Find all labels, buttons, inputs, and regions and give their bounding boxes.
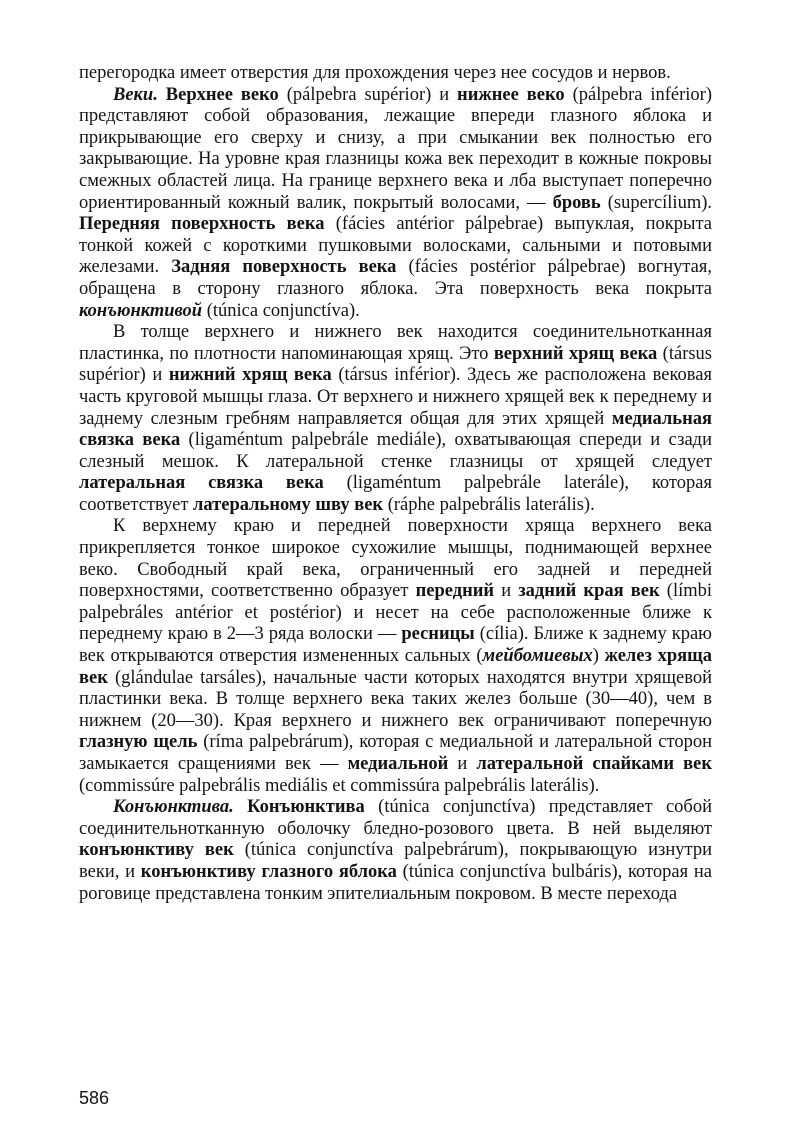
text-run: ) (592, 646, 605, 667)
text-run: (túnica conjunctíva bulbáris), которая на роговице представлена тонким эпителиальным покровом. В месте перехода (79, 861, 712, 904)
term-bold: бровь (552, 192, 601, 213)
term-bold: медиальной (347, 754, 449, 774)
paragraph (79, 797, 712, 905)
text-run: (pálpebra inférior) представляют собой образования, лежащие впереди глазного яблока и прикрывающие его сверху и снизу, а при смыкании век полностью его закрывающие. На уровне края глазницы кожа век переходит в кожные покровы смежных областей лица. На границе верхнего века и лба выступает поперечно ориентированный кожный валик, покрытый волосами, — (79, 84, 713, 213)
page-number: 586 (79, 1088, 110, 1108)
text-run: (límbi palpebráles antérior et postérior) и несет на себе расположенные ближе к переднему краю в 2—3 ряда волоски — (79, 581, 713, 645)
text-run: (túnica conjunctíva) представляет собой соединительнотканную оболочку бледно-розового цвета. В ней выделяют (79, 797, 712, 839)
term-bold-italic: мейбомиевых (482, 646, 593, 667)
text-run: (túnica conjunctíva). (202, 300, 360, 321)
text-run: (cília). Ближе к заднему краю век открываются отверстия измененных сальных ( (79, 624, 712, 667)
text-run: перегородка имеет отверстия для прохождения через нее сосудов и нервов. (79, 63, 671, 83)
text-run: (glándulae tarsáles), начальные части которых находятся внутри хрящевой пластинки века. В толще верхнего века таких желез больше (30—40), чем в нижнем (20—30). Края верхнего и нижнего век ограничивают поперечную (79, 667, 712, 731)
page-body (79, 63, 712, 905)
term-bold: глазную щель (79, 732, 198, 753)
term-bold: латеральной спайками век (476, 754, 712, 774)
paragraph (79, 322, 712, 516)
text-run: (ráphe palpebrális laterális). (383, 494, 595, 515)
term-bold: конъюнктиву глазного яблока (140, 861, 397, 882)
term-bold: желез хряща век (79, 646, 712, 688)
term-bold: конъюнктиву век (79, 840, 234, 861)
term-bold: задний края век (518, 581, 660, 602)
text-run: и (448, 754, 477, 774)
text-run: (fácies postérior pálpebrae) вогнутая, обращена в сторону глазного яблока. Эта поверхность века покрыта (79, 257, 713, 299)
paragraph (79, 85, 712, 323)
term-bold: нижнее веко (457, 84, 565, 105)
text-run (234, 797, 247, 817)
term-bold-italic: Конъюнктива. (113, 797, 234, 818)
text-run: (supercílium). (600, 192, 712, 213)
term-bold-italic: конъюнктивой (79, 300, 203, 321)
term-bold: Верхнее веко (165, 84, 279, 105)
term-bold: передний (415, 581, 495, 602)
term-bold: Задняя поверхность века (171, 257, 397, 278)
text-run: В толще верхнего и нижнего век находится соединительнотканная пластинка, по плотности напоминающая хрящ. Это (79, 322, 712, 364)
text-run: (ligaméntum palpebrále laterále), которая соответствует (79, 473, 712, 515)
text-run: (társus supérior) и (79, 343, 712, 386)
text-run (158, 85, 166, 105)
term-bold: латеральному шву век (193, 494, 384, 515)
text-run: (pálpebra supérior) и (278, 84, 458, 105)
text-run: (túnica conjunctíva palpebrárum), покрывающую изнутри веки, и (79, 840, 712, 882)
text-run: (fácies antérior pálpebrae) выпуклая, покрыта тонкой кожей с короткими пушковыми волосками, сальными и потовыми железами. (79, 214, 712, 278)
text-run: К верхнему краю и передней поверхности хряща верхнего века прикрепляется тонкое широкое сухожилие мышцы, поднимающей верхнее веко. Свободный край века, ограниченный его задней и передней поверхностями, соответственно образует (79, 516, 712, 602)
term-bold: Передняя поверхность века (79, 214, 325, 235)
term-bold: ресницы (401, 624, 475, 645)
text-run: (ligaméntum palpebrále mediále), охватывающая спереди и сзади слезный мешок. К латеральной стенке глазницы от хрящей следует (79, 430, 712, 472)
term-bold: латеральная связка века (79, 473, 324, 494)
term-bold: Конъюнктива (247, 797, 365, 818)
paragraph (79, 63, 712, 85)
term-bold-italic: Веки. (113, 84, 158, 105)
text-run: (commissúre palpebrális mediális et commissúra palpebrális laterális). (79, 775, 600, 796)
text-run: (társus inférior). Здесь же расположена вековая часть круговой мышцы глаза. От верхнего и нижнего хрящей век к переднему и заднему слезным гребням направляется общая для этих хрящей (79, 365, 712, 429)
term-bold: медиальная связка века (79, 408, 712, 451)
text-run: (ríma palpebrárum), которая с медиальной и латеральной сторон замыкается сращениями век — (79, 732, 712, 774)
term-bold: нижний хрящ века (168, 365, 332, 386)
paragraph (79, 516, 712, 797)
text-run: и (494, 581, 519, 602)
term-bold: верхний хрящ века (493, 343, 658, 364)
